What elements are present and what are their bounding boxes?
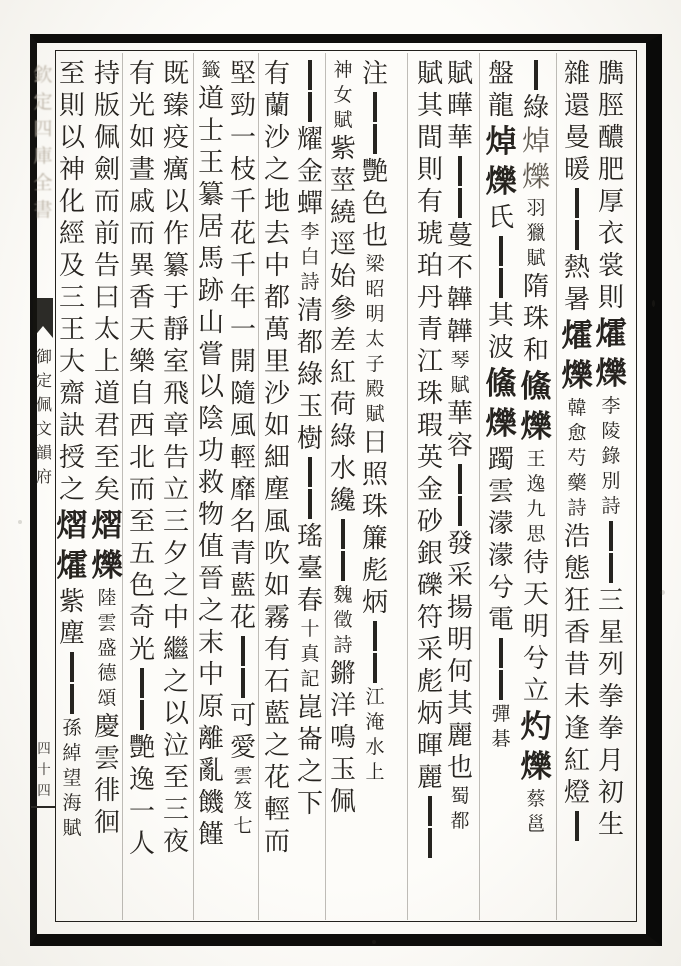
repeat-mark-dash (428, 796, 432, 826)
ink-speck (660, 590, 665, 595)
ink-speck (372, 940, 376, 944)
repeat-mark-dash (308, 489, 312, 519)
repeat-mark-dash (241, 636, 245, 666)
column-rule (479, 53, 480, 920)
column-rule (407, 53, 408, 920)
repeat-mark-dash (70, 652, 74, 682)
repeat-mark-dash (499, 638, 503, 668)
text-column-13: 既 臻 疫 癘 以 作 纂 于 靜 室 飛 章 告 立 三 夕 之 中 繼 之 以 泣 至 三 夜 (162, 59, 189, 856)
repeat-mark-dash (499, 670, 503, 700)
repeat-mark-dash (609, 553, 613, 583)
repeat-mark-dash (308, 92, 312, 122)
repeat-mark-dash (241, 668, 245, 698)
text-column-16: 至 則 以 神 化 經 及 三 王 大 齋 訣 授 之 熠 㸌 紫 塵 孫 綽 望 海 賦 (56, 59, 88, 839)
page-number: 四 十 四 (37, 741, 51, 798)
text-column-2: 雜 還 曼 暖 熱 暑 㸌 爍 韓 愈 芍 藥 詩 浩 態 狂 香 昔 未 逢 紅 燈 (560, 58, 594, 843)
repeat-mark-dash (308, 457, 312, 487)
gutter-divider-line (31, 806, 55, 808)
repeat-mark-dash (140, 700, 144, 730)
repeat-mark-dash (428, 828, 432, 858)
book-title-vertical: 御 定 佩 文 韻 府 (35, 349, 52, 486)
series-title-vertical: 欽 定 四 庫 全 書 (33, 65, 53, 221)
text-column-9: 耀 金 蟬 李 白 詩 清 都 綠 玉 樹 瑤 臺 春 十 真 記 崑 崙 之 下 (293, 58, 327, 820)
repeat-mark-dash (458, 464, 462, 494)
repeat-mark-dash (373, 653, 377, 683)
repeat-mark-dash (458, 188, 462, 218)
text-column-11: 堅 勁 一 枝 千 花 千 年 一 開 隨 風 輕 靡 名 青 藍 花 可 愛 雲 笈 七 (229, 59, 256, 837)
ink-speck (652, 300, 655, 307)
text-column-6: 賦 其 間 則 有 琥 珀 丹 青 江 珠 瑕 英 金 砂 銀 礫 符 采 彪 炳 暉 麗 (413, 58, 447, 860)
text-column-15: 持 版 佩 劍 而 前 告 曰 太 上 道 君 至 矣 熠 爍 陸 雲 盛 德 頌 慶 雲 徘 徊 (91, 59, 123, 837)
repeat-mark-dash (575, 188, 579, 218)
repeat-mark-dash (499, 236, 503, 266)
text-column-5: 賦 曄 華 蔓 不 韡 韡 琴 賦 華 容 發 采 揚 明 何 其 麗 也 蜀 都 (446, 59, 473, 832)
text-column-3: 綠 焯 爍 羽 獵 賦 隋 珠 和 鯈 爍 王 逸 九 思 待 天 明 兮 立 灼 爍 蔡 邕 (519, 58, 553, 837)
column-rule (556, 53, 557, 920)
repeat-mark-dash (575, 811, 579, 841)
text-column-8: 神 女 賦 紫 莖 繞 逕 始 參 差 紅 荷 綠 水 纔 魏 徵 詩 鏘 洋 鳴 玉 佩 (329, 60, 356, 816)
repeat-mark-dash (341, 519, 345, 549)
text-column-7: 注 艷 色 也 梁 昭 明 太 子 殿 賦 日 照 珠 簾 彪 炳 江 淹 水 上 (361, 59, 388, 783)
text-column-1: 臇 脛 醲 肥 厚 衣 裳 則 㸌 爍 李 陵 錄 別 詩 三 星 列 拳 拳 月 初 生 (595, 59, 627, 839)
repeat-mark-dash (458, 156, 462, 186)
repeat-mark-dash (140, 668, 144, 698)
repeat-mark-dash (70, 684, 74, 714)
repeat-mark-dash (534, 60, 538, 90)
text-column-14: 有 光 如 晝 戚 而 異 香 天 樂 自 西 北 而 至 五 色 奇 光 艷 逸 一 人 (128, 59, 155, 858)
ink-speck (18, 520, 22, 524)
text-column-12: 籤 道 士 王 纂 居 馬 跡 山 嘗 以 陰 功 救 物 值 晉 之 末 中 原 離 亂 饑 饉 (197, 60, 224, 849)
text-column-10: 有 蘭 沙 之 地 去 中 都 萬 里 沙 如 細 塵 風 吹 如 霧 有 石 藍 之 花 輕 而 (263, 59, 290, 856)
repeat-mark-dash (308, 60, 312, 90)
repeat-mark-dash (373, 621, 377, 651)
repeat-mark-dash (341, 551, 345, 581)
repeat-mark-dash (609, 521, 613, 551)
repeat-mark-dash (458, 496, 462, 526)
text-column-4: 盤 龍 焯 爍 氏 其 波 鯈 爍 躅 雲 濛 濛 兮 電 彈 碁 (485, 59, 517, 750)
repeat-mark-dash (373, 124, 377, 154)
repeat-mark-dash (373, 92, 377, 122)
repeat-mark-dash (575, 220, 579, 250)
repeat-mark-dash (499, 268, 503, 298)
